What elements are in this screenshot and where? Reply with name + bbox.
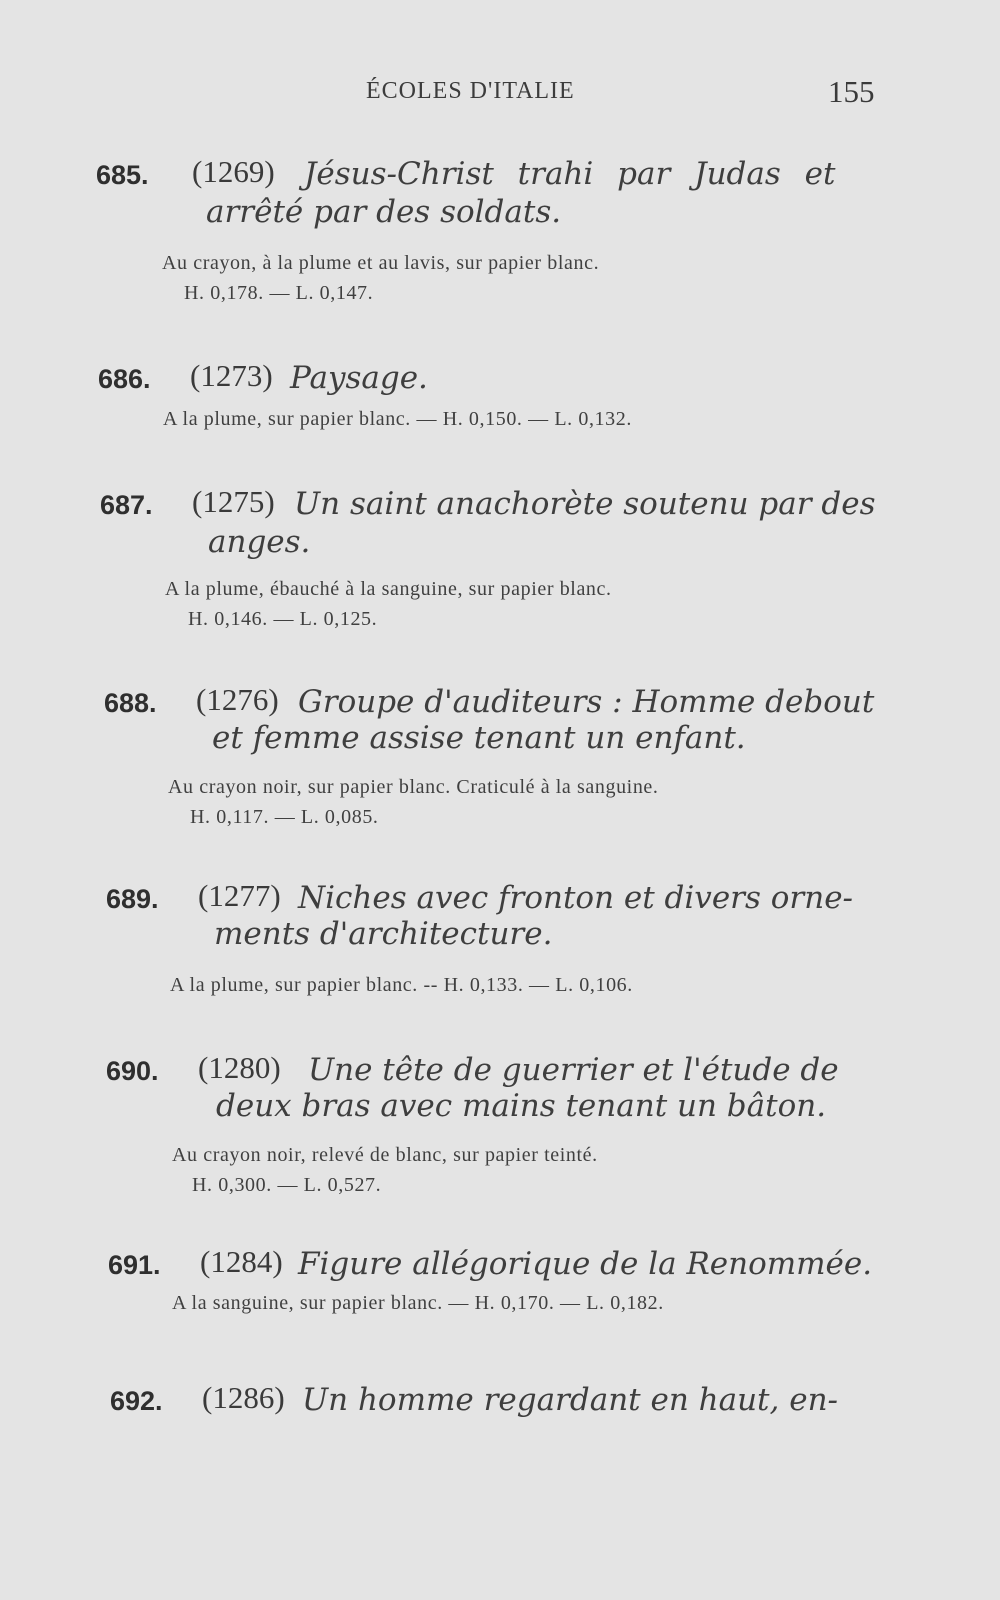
entry-title: Paysage. bbox=[290, 360, 428, 396]
entry-number: 685. bbox=[96, 160, 149, 190]
inventory-number: (1269) bbox=[192, 154, 275, 189]
entry-dimensions: H. 0,146. — L. 0,125. bbox=[188, 608, 378, 630]
entry-dimensions: H. 0,300. — L. 0,527. bbox=[192, 1174, 382, 1196]
running-title: ÉCOLES D'ITALIE bbox=[366, 78, 575, 104]
entry-note: Au crayon noir, relevé de blanc, sur papier teinté. bbox=[172, 1144, 598, 1166]
entry-title: Un homme regardant en haut, en- bbox=[302, 1382, 839, 1418]
entry-number: 688. bbox=[104, 688, 157, 718]
entry-note: Au crayon, à la plume et au lavis, sur papier blanc. bbox=[162, 252, 600, 274]
entry-number: 692. bbox=[110, 1386, 163, 1416]
entry-title: Figure allégorique de la Renommée. bbox=[298, 1246, 873, 1282]
entry-title: Groupe d'auditeurs : Homme debout bbox=[298, 684, 875, 720]
running-head bbox=[0, 74, 1000, 114]
entry-number: 686. bbox=[98, 364, 151, 394]
inventory-number: (1273) bbox=[190, 358, 273, 393]
inventory-number: (1275) bbox=[192, 484, 275, 519]
entry-title: Jésus-Christ trahi par Judas et bbox=[304, 156, 836, 192]
entry-number: 689. bbox=[106, 884, 159, 914]
inventory-number: (1286) bbox=[202, 1380, 285, 1415]
inventory-number: (1280) bbox=[198, 1050, 281, 1085]
entry-note: Au crayon noir, sur papier blanc. Craticulé à la sanguine. bbox=[168, 776, 659, 798]
page-number: 155 bbox=[828, 74, 875, 109]
entry-title: Un saint anachorète soutenu par des bbox=[294, 486, 876, 522]
entry-title-continued: deux bras avec mains tenant un bâton. bbox=[216, 1088, 827, 1124]
entry-title-continued: et femme assise tenant un enfant. bbox=[212, 720, 746, 756]
inventory-number: (1276) bbox=[196, 682, 279, 717]
entry-note: A la plume, sur papier blanc. — H. 0,150. — L. 0,132. bbox=[163, 408, 632, 430]
entry-title-continued: arrêté par des soldats. bbox=[206, 194, 562, 230]
entry-title: Niches avec fronton et divers orne- bbox=[298, 880, 854, 916]
inventory-number: (1277) bbox=[198, 878, 281, 913]
entry-title-continued: anges. bbox=[208, 524, 311, 560]
entry-note: A la plume, ébauché à la sanguine, sur papier blanc. bbox=[165, 578, 612, 600]
entry-dimensions: H. 0,117. — L. 0,085. bbox=[190, 806, 379, 828]
entry-dimensions: H. 0,178. — L. 0,147. bbox=[184, 282, 374, 304]
entry-number: 690. bbox=[106, 1056, 159, 1086]
entry-note: A la sanguine, sur papier blanc. — H. 0,170. — L. 0,182. bbox=[172, 1292, 664, 1314]
entry-title-continued: ments d'architecture. bbox=[214, 916, 553, 952]
entry-number: 691. bbox=[108, 1250, 161, 1280]
entry-note: A la plume, sur papier blanc. -- H. 0,133. — L. 0,106. bbox=[170, 974, 633, 996]
entry-number: 687. bbox=[100, 490, 153, 520]
entry-title: Une tête de guerrier et l'étude de bbox=[308, 1052, 839, 1088]
inventory-number: (1284) bbox=[200, 1244, 283, 1279]
